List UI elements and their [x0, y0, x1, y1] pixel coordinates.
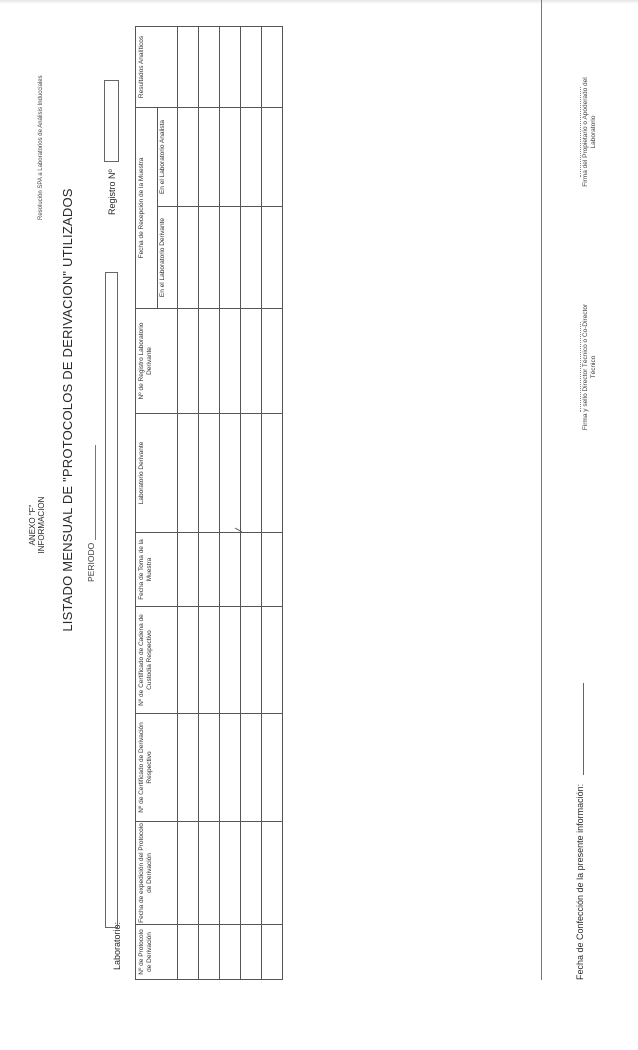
- table-cell[interactable]: [262, 714, 283, 822]
- table-cell[interactable]: [220, 207, 241, 309]
- table-cell[interactable]: [199, 309, 220, 414]
- table-cell[interactable]: [241, 925, 262, 980]
- period-label: PERIODO: [86, 542, 96, 582]
- annex-heading: [28, 470, 46, 580]
- table-cell[interactable]: [262, 27, 283, 108]
- table-cell[interactable]: [178, 714, 199, 822]
- subcolumn-header-deriving-lab: En el Laboratorio Derivante: [158, 207, 178, 309]
- table-cell[interactable]: [178, 822, 199, 925]
- table-cell[interactable]: [241, 533, 262, 607]
- table-row: [220, 27, 241, 980]
- table-cell[interactable]: [199, 533, 220, 607]
- table-cell[interactable]: [220, 533, 241, 607]
- table-cell[interactable]: [241, 414, 262, 533]
- table-cell[interactable]: [178, 925, 199, 980]
- table-cell[interactable]: [241, 309, 262, 414]
- table-row: [199, 27, 220, 980]
- column-header-deriving-registry: Nº de Registro Laboratorio Derivante: [136, 309, 178, 414]
- table-cell[interactable]: [199, 714, 220, 822]
- table-cell[interactable]: [199, 607, 220, 714]
- subcolumn-header-analyst-lab: En el Laboratorio Analista: [158, 108, 178, 207]
- column-header-derivation-certificate: Nº de Certificado de Derivación Respectivo: [136, 714, 178, 822]
- table-cell[interactable]: [220, 822, 241, 925]
- laboratory-field[interactable]: [105, 272, 118, 928]
- table-cell[interactable]: [241, 108, 262, 207]
- table-cell[interactable]: [241, 822, 262, 925]
- table-cell[interactable]: [199, 207, 220, 309]
- table-cell[interactable]: [199, 414, 220, 533]
- table-cell[interactable]: [262, 414, 283, 533]
- table-row: [241, 27, 262, 980]
- form-title: LISTADO MENSUAL DE "PROTOCOLOS DE DERIVACION" UTILIZADOS: [60, 188, 75, 632]
- column-header-analytic-results: Resultados Analíticos: [136, 27, 178, 108]
- column-header-deriving-laboratory: Laboratorio Derivante: [136, 414, 178, 533]
- protocols-table: [135, 26, 283, 980]
- table-cell[interactable]: [241, 607, 262, 714]
- table-cell[interactable]: [178, 533, 199, 607]
- director-signature-line[interactable]: [580, 322, 581, 412]
- table-cell[interactable]: [262, 108, 283, 207]
- registry-label: Registro Nº: [107, 169, 117, 215]
- table-cell[interactable]: [262, 925, 283, 980]
- table-cell[interactable]: [241, 27, 262, 108]
- table-cell[interactable]: [220, 925, 241, 980]
- table-cell[interactable]: [199, 27, 220, 108]
- column-header-sample-date: Fecha de Toma de la Muestra: [136, 533, 178, 607]
- table-cell[interactable]: [178, 309, 199, 414]
- owner-signature-caption: Firma del Propietario o Apoderado del Laboratorio: [582, 77, 597, 187]
- table-cell[interactable]: [178, 607, 199, 714]
- table-cell[interactable]: [220, 607, 241, 714]
- period-field[interactable]: [95, 445, 96, 540]
- preparation-date-field[interactable]: [583, 683, 584, 775]
- preparation-date-label: Fecha de Confección de la presente información:: [575, 783, 585, 980]
- table-cell[interactable]: [262, 533, 283, 607]
- table-cell[interactable]: [220, 108, 241, 207]
- column-header-protocol-number: Nº de Protocolo de Derivación: [136, 925, 178, 980]
- table-row: [178, 27, 199, 980]
- table-cell[interactable]: [262, 607, 283, 714]
- table-cell[interactable]: [220, 414, 241, 533]
- table-cell[interactable]: [262, 207, 283, 309]
- director-signature-caption: Firma y sello Director Técnico o Co-Director Técnico: [582, 303, 597, 431]
- table-cell[interactable]: [262, 822, 283, 925]
- table-cell[interactable]: [220, 27, 241, 108]
- owner-signature-line[interactable]: [580, 87, 581, 177]
- column-header-custody-certificate: Nº de Certificado de Cadena de Custodia Respectivo: [136, 607, 178, 714]
- table-cell[interactable]: [220, 309, 241, 414]
- annex-label: ANEXO "F": [28, 504, 37, 546]
- registry-field[interactable]: [104, 80, 119, 162]
- table-cell[interactable]: [199, 822, 220, 925]
- column-header-reception-date: Fecha de Recepción de la Muestra: [136, 108, 158, 309]
- laboratory-label: Laboratorio:: [112, 921, 122, 970]
- table-cell[interactable]: [178, 207, 199, 309]
- table-cell[interactable]: [178, 108, 199, 207]
- table-cell[interactable]: [199, 925, 220, 980]
- table-cell[interactable]: [241, 714, 262, 822]
- information-label: INFORMACION: [37, 496, 46, 554]
- table-cell[interactable]: [178, 414, 199, 533]
- footer-rule: [541, 0, 542, 980]
- table-cell[interactable]: [199, 108, 220, 207]
- table-cell[interactable]: [241, 207, 262, 309]
- table-cell[interactable]: [178, 27, 199, 108]
- column-header-issue-date: Fecha de expedición del Protocolo de Derivación: [136, 822, 178, 925]
- table-cell[interactable]: [220, 714, 241, 822]
- resolution-note: Resolución SPA a Laboratorios de Análisis Inducciales: [38, 75, 44, 220]
- table-cell[interactable]: [262, 309, 283, 414]
- table-row: [262, 27, 283, 980]
